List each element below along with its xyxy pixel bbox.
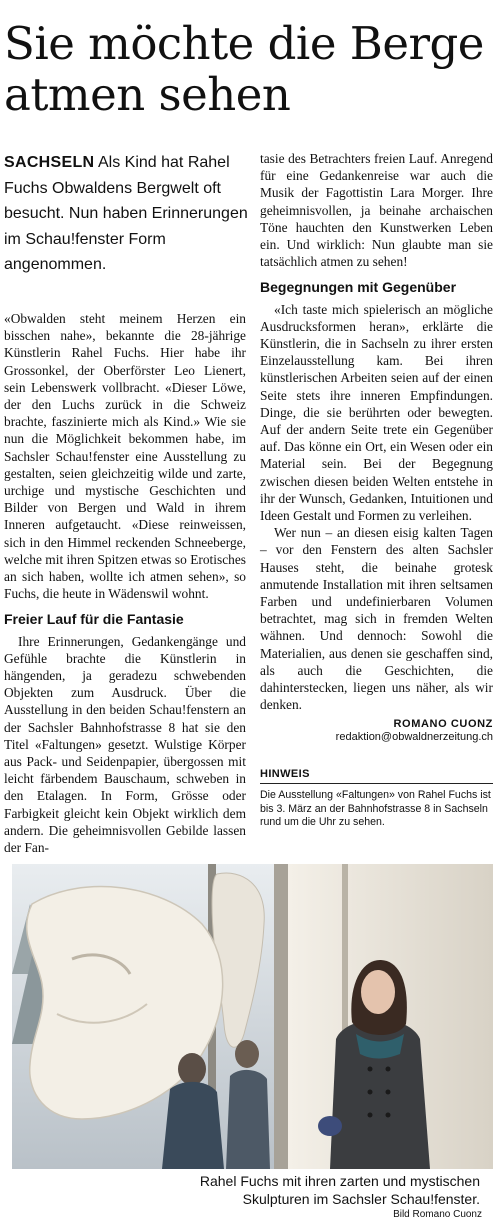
photo-illustration [12, 864, 493, 1169]
byline [260, 718, 493, 744]
article-column-2 [260, 150, 493, 744]
headline: Sie möchte die Berge atmen sehen [4, 17, 484, 121]
paragraph: Ihre Erinnerungen, Gedankengänge und Gefühle brachte die Künstlerin in hängenden, ja geradezu schwebenden Objekten zum Ausdruck. Über die Ausstellung in den beiden Schau!fenstern an der Sachsler Bahnhofstrasse 8 hat sie den Titel «Faltungen» gesetzt. Wulstige Körper aus Pack- und Seidenpapier, übergossen mit leicht färbendem Bauschaum, schweben in den Etalagen. In Form, Grösse oder Farbigkeit gleicht kein Objekt wirklich dem andern. Die geheimnisvollen Gebilde lassen der Fan- [4, 633, 246, 856]
paragraph: «Obwalden steht meinem Herzen ein bisschen nahe», bekannte die 28-jährige Künstlerin Rahel Fuchs. Hier habe ihr Grossonkel, der Oberförster Leo Lienert, sein Lebenswerk vollbracht. «Dieser Löwe, der den Luchs zurück in die Schweiz brachte, faszinierte mich als Kind.» Wie sie nun die Möglichkeit bekommen habe, im Sachsler Schau!fenster eine Ausstellung zu gestalten, seien gleichzeitig wilde und zarte, urchige und mystische Geschichten und Bilder von Bergen und Wald in ihrem Inneren aufgetaucht. «Diese reinweissen, sich in den Himmel reckenden Schneeberge, welche mit ihren Spitzen etwas so Erotisches an sich haben, wollte ich atmen sehen», so Fuchs, die heute in Wädenswil wohnt. [4, 311, 246, 602]
paragraph: tasie des Betrachters freien Lauf. Anregend für eine Gedankenreise war auch die Musik der Fagottistin Lara Morger. Ihre geheimnisvollen, ja beinahe archaischen Töne hauchten den Kunstwerken Leben ein. Und wirklich: Nun glaubte man sie tatsächlich atmen zu sehen! [260, 151, 493, 270]
dateline: SACHSELN [4, 154, 95, 171]
article-column-1 [4, 310, 246, 856]
info-box-text: Die Ausstellung «Faltungen» von Rahel Fuchs ist bis 3. März an der Bahnhofstrasse 8 in Sachseln rund um die Uhr zu sehen. [260, 789, 491, 828]
subheading: Begegnungen mit Gegenüber [260, 279, 457, 296]
info-box-label: HINWEIS [260, 768, 493, 784]
paragraph: Wer nun – an diesen eisig kalten Tagen – vor den Fenstern des alten Sachsler Hauses steht, die beinahe grotesk anmutende Installation mit ihren seltsamen Farben und undefinierbaren Volumen betrachtet, mag sich in fremden Welten wähnen. Und dennoch: Sowohl die Materialien, aus denen sie geschaffen sind, als auch die Geschichten, die dahinterstecken, liegen uns näher, als wir denken. [260, 525, 493, 713]
author-email: redaktion@obwaldnerzeitung.ch [335, 730, 493, 743]
photo-caption: Rahel Fuchs mit ihren zarten und mystischen Skulpturen im Sachsler Schau!fenster. [199, 1173, 480, 1207]
article-photo [12, 864, 493, 1169]
subheading: Freier Lauf für die Fantasie [4, 611, 184, 628]
author: ROMANO CUONZ [393, 717, 493, 730]
photo-credit: Bild Romano Cuonz [393, 1209, 482, 1220]
lead-text: Als Kind hat Rahel Fuchs Obwaldens Bergwelt oft besucht. Nun haben Erinnerungen im Schau!fenster Form angenommen. [4, 154, 248, 273]
info-box [260, 768, 493, 830]
paragraph: «Ich taste mich spielerisch an mögliche Ausdrucksformen heran», erklärte die Künstlerin, die in Sachseln zu ihrer ersten Einzelausstellung kam. Bei ihren künstlerischen Arbeiten seien auf der einen Seite stets ihre inneren Empfindungen. Dinge, die sie berührten oder bewegten. Auf der andern Seite trete ein Gegenüber auf. Das könne ein Ort, ein Wesen oder ein Material sein. Bei der Begegnung zwischen diesen beiden Welten entstehe in ihr der Wunsch, Gedanken, Intuitionen und Ideen Gestalt und Formen zu verleihen. [260, 301, 493, 524]
lead-paragraph [4, 150, 252, 278]
